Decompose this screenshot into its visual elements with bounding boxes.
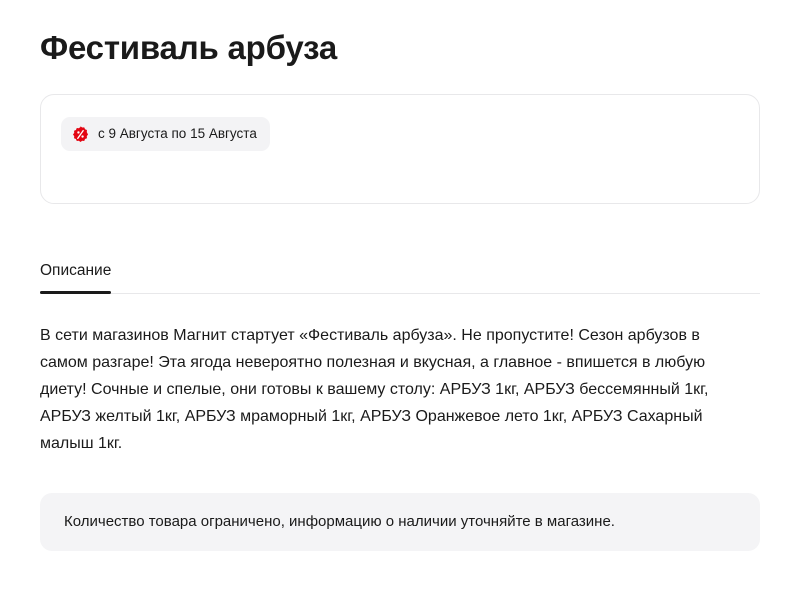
page-title: Фестиваль арбуза [40, 29, 338, 66]
tabs-bar [40, 254, 760, 294]
promo-card [40, 94, 760, 204]
availability-notice: Количество товара ограничено, информацию о наличии уточняйте в магазине. [40, 493, 760, 551]
tab-description[interactable]: Описание [40, 262, 111, 293]
promo-dates-label: с 9 Августа по 15 Августа [98, 126, 257, 141]
promo-dates-chip [61, 117, 270, 151]
description-text: В сети магазинов Магнит стартует «Фестиваль арбуза». Не пропустите! Сезон арбузов в самом разгаре! Эта ягода невероятно полезная и вкусная, а главное - впишется в любую диету! Сочные и спелые, они готовы к вашему столу: АРБУЗ 1кг, АРБУЗ бессемянный 1кг, АРБУЗ желтый 1кг, АРБУЗ мраморный 1кг, АРБУЗ Оранжевое лето 1кг, АРБУЗ Сахарный малыш 1кг. [40, 327, 709, 452]
percent-badge-icon [71, 125, 90, 144]
